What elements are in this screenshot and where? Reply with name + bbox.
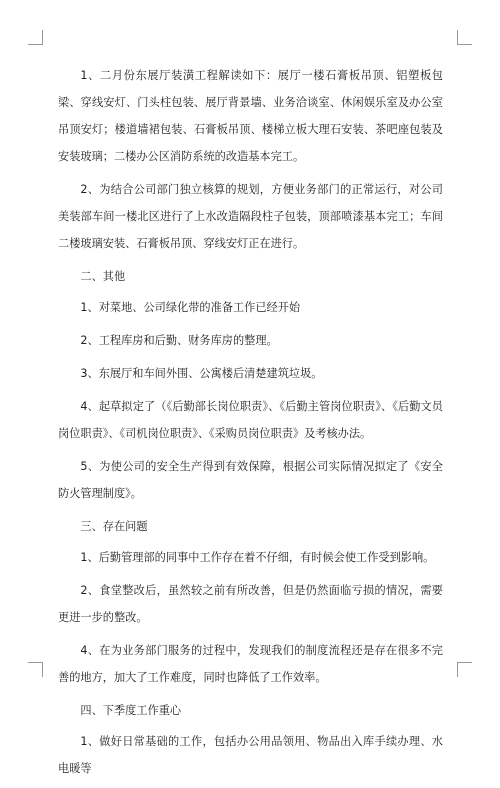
paragraph-issue-2: 2、食堂整改后，虽然较之前有所改善，但是仍然面临亏损的情况，需要更进一步的整改。 <box>58 584 443 624</box>
paragraph-other-2: 2、工程库房和后勤、财务库房的整理。 <box>80 334 278 347</box>
paragraph-1: 1、二月份东展厅装潢工程解读如下：展厅一楼石膏板吊顶、铝塑板包梁、穿线安灯、门头柱包装、展厅背景墙、业务洽谈室、休闲娱乐室及办公室吊顶安灯；楼道墙裙包装、石膏板吊顶、楼梯立板大理石安装、茶吧座包装及安装玻璃；二楼办公区消防系统的改造基本完工。 <box>58 69 443 163</box>
crop-mark-top-left <box>28 30 43 45</box>
paragraph-issue-4: 4、在为业务部门服务的过程中，发现我们的制度流程还是存在很多不完善的地方，加大了工作难度，同时也降低了工作效率。 <box>58 644 443 684</box>
paragraph-other-1: 1、对菜地、公司绿化带的准备工作已经开始 <box>80 301 301 314</box>
section-heading-issues: 三、存在问题 <box>80 520 148 533</box>
paragraph-issue-1: 1、后勤管理部的同事中工作存在着不仔细，有时候会使工作受到影响。 <box>80 551 435 564</box>
paragraph-next-1: 1、做好日常基础的工作，包括办公用品领用、物品出入库手续办理、水电暖等 <box>58 735 443 775</box>
section-heading-other: 二、其他 <box>80 270 126 283</box>
paragraph-other-3: 3、东展厅和车间外围、公寓楼后清楚建筑垃圾。 <box>80 367 323 380</box>
crop-mark-bottom-right <box>457 662 472 677</box>
paragraph-other-5: 5、为使公司的安全生产得到有效保障，根据公司实际情况拟定了《安全防火管理制度》。 <box>58 460 443 500</box>
paragraph-2: 2、为结合公司部门独立核算的规划，方便业务部门的正常运行，对公司美装部车间一楼北区进行了上水改造隔段柱子包装，顶部喷漆基本完工；车间二楼玻璃安装、石膏板吊顶、穿线安灯正在进行。 <box>58 183 443 250</box>
crop-mark-bottom-left <box>28 662 43 677</box>
paragraph-other-4: 4、起草拟定了（《后勤部长岗位职责》、《后勤主管岗位职责》、《后勤文员岗位职责》、《司机岗位职责》、《采购员岗位职责》及考核办法。 <box>58 400 443 440</box>
section-heading-next-quarter: 四、下季度工作重心 <box>80 704 182 717</box>
document-body <box>58 62 443 788</box>
crop-mark-top-right <box>457 30 472 45</box>
